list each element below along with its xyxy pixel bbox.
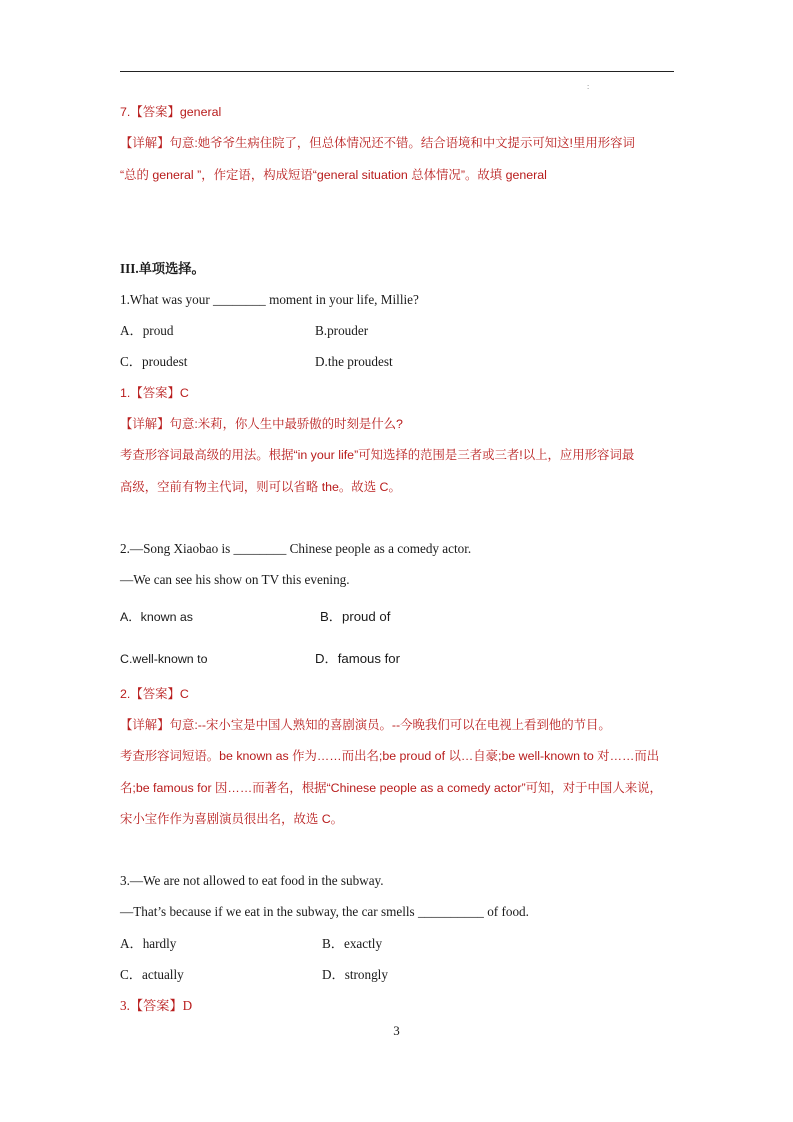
q7-detail-line-1: 【详解】句意:她爷爷生病住院了，但总体情况还不错。结合语境和中文提示可知这!里用形容词 <box>120 136 635 150</box>
q3-answer: 3.【答案】D <box>120 998 193 1013</box>
q2-detail-line-3: 名;be famous for 因……而著名，根据“Chinese people as a comedy actor”可知，对于中国人来说， <box>120 781 662 795</box>
q1-stem: 1.What was your ________ moment in your life, Millie? <box>120 292 419 307</box>
q2-option-d: D．famous for <box>315 651 401 666</box>
q2-detail-line-1: 【详解】句意:--宋小宝是中国人熟知的喜剧演员。--今晚我们可以在电视上看到他的节目。 <box>120 718 611 732</box>
q1-detail-line-2: 考查形容词最高级的用法。根据“in your life”可知选择的范围是三者或三者!以上，应用形容词最 <box>120 448 635 462</box>
q3-option-a: A．hardly <box>120 936 177 951</box>
q3-option-b: B．exactly <box>322 936 383 951</box>
q1-answer: 1.【答案】C <box>120 386 189 400</box>
q1-option-a: A．proud <box>120 323 174 338</box>
section-title: III.单项选择。 <box>120 261 205 276</box>
q3-option-d: D．strongly <box>322 967 388 982</box>
q2-detail-line-2: 考查形容词短语。be known as 作为……而出名;be proud of 以…自豪;be well-known to 对……而出 <box>120 749 660 763</box>
q1-detail-line-1: 【详解】句意:米莉，你人生中最骄傲的时刻是什么? <box>120 417 403 431</box>
q2-option-c: C.well-known to <box>120 652 208 666</box>
q7-answer: 7.【答案】general <box>120 105 222 119</box>
q2-detail-line-4: 宋小宝作作为喜剧演员很出名，故选 C。 <box>120 812 344 826</box>
q2-stem-reply: —We can see his show on TV this evening. <box>120 572 350 587</box>
q2-option-b: B．proud of <box>320 609 391 624</box>
q3-stem: 3.—We are not allowed to eat food in the subway. <box>120 873 384 888</box>
header-rule <box>120 71 674 72</box>
q1-option-d: D.the proudest <box>315 354 393 369</box>
q2-stem: 2.—Song Xiaobao is ________ Chinese people as a comedy actor. <box>120 541 472 556</box>
header-mark: : <box>587 82 590 91</box>
page-number: 3 <box>393 1023 400 1038</box>
q3-stem-reply: —That’s because if we eat in the subway, the car smells __________ of food. <box>120 904 529 919</box>
q1-option-c: C．proudest <box>120 354 188 369</box>
q1-option-b: B.prouder <box>315 323 369 338</box>
q2-answer: 2.【答案】C <box>120 687 189 701</box>
q1-detail-line-3: 高级，空前有物主代词，则可以省略 the。故选 C。 <box>120 480 401 494</box>
q7-detail-line-2: “总的 general ”，作定语，构成短语“general situation 总体情况”。故填 general <box>120 168 547 182</box>
q3-option-c: C．actually <box>120 967 184 982</box>
q2-option-a: A．known as <box>120 610 194 624</box>
